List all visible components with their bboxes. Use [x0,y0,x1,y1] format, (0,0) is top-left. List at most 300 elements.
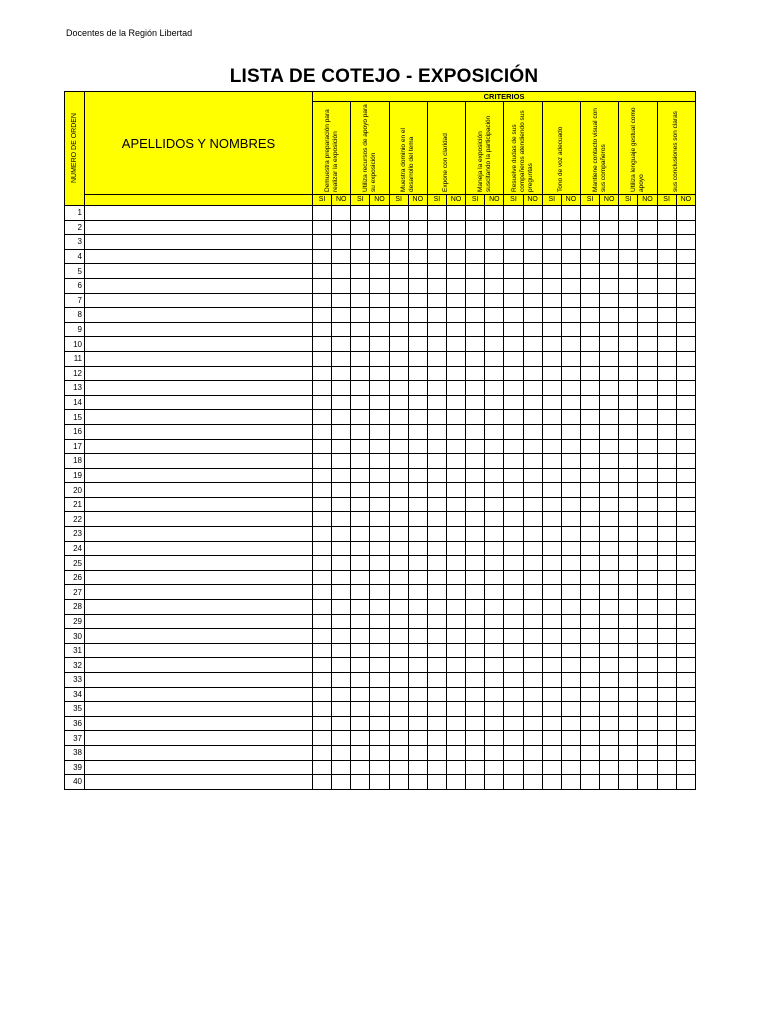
no-check-cell[interactable] [370,439,389,454]
no-check-cell[interactable] [446,293,465,308]
student-name-cell[interactable] [85,322,313,337]
no-check-cell[interactable] [638,643,657,658]
si-check-cell[interactable] [504,468,523,483]
si-check-cell[interactable] [580,629,599,644]
si-check-cell[interactable] [619,468,638,483]
no-check-cell[interactable] [332,468,351,483]
si-check-cell[interactable] [466,527,485,542]
no-check-cell[interactable] [561,570,580,585]
si-check-cell[interactable] [427,206,446,221]
si-check-cell[interactable] [580,760,599,775]
no-check-cell[interactable] [676,673,695,688]
si-check-cell[interactable] [466,351,485,366]
si-check-cell[interactable] [427,395,446,410]
no-check-cell[interactable] [523,673,542,688]
student-name-cell[interactable] [85,556,313,571]
si-check-cell[interactable] [313,600,332,615]
no-check-cell[interactable] [332,541,351,556]
student-name-cell[interactable] [85,351,313,366]
si-check-cell[interactable] [427,381,446,396]
no-check-cell[interactable] [408,424,427,439]
student-name-cell[interactable] [85,614,313,629]
no-check-cell[interactable] [676,337,695,352]
no-check-cell[interactable] [485,687,504,702]
no-check-cell[interactable] [485,366,504,381]
no-check-cell[interactable] [446,716,465,731]
no-check-cell[interactable] [485,702,504,717]
no-check-cell[interactable] [676,570,695,585]
si-check-cell[interactable] [657,395,676,410]
no-check-cell[interactable] [676,760,695,775]
no-check-cell[interactable] [561,454,580,469]
no-check-cell[interactable] [600,702,619,717]
student-name-cell[interactable] [85,716,313,731]
si-check-cell[interactable] [619,702,638,717]
si-check-cell[interactable] [351,220,370,235]
no-check-cell[interactable] [370,702,389,717]
si-check-cell[interactable] [580,381,599,396]
no-check-cell[interactable] [561,527,580,542]
si-check-cell[interactable] [657,454,676,469]
no-check-cell[interactable] [446,220,465,235]
no-check-cell[interactable] [485,745,504,760]
no-check-cell[interactable] [370,308,389,323]
no-check-cell[interactable] [676,585,695,600]
si-check-cell[interactable] [542,745,561,760]
si-check-cell[interactable] [542,220,561,235]
no-check-cell[interactable] [332,629,351,644]
no-check-cell[interactable] [446,745,465,760]
no-check-cell[interactable] [638,322,657,337]
si-check-cell[interactable] [580,468,599,483]
no-check-cell[interactable] [332,702,351,717]
student-name-cell[interactable] [85,439,313,454]
no-check-cell[interactable] [676,395,695,410]
student-name-cell[interactable] [85,702,313,717]
si-check-cell[interactable] [466,278,485,293]
si-check-cell[interactable] [580,687,599,702]
si-check-cell[interactable] [619,293,638,308]
si-check-cell[interactable] [619,541,638,556]
si-check-cell[interactable] [504,600,523,615]
no-check-cell[interactable] [600,570,619,585]
si-check-cell[interactable] [389,351,408,366]
no-check-cell[interactable] [676,424,695,439]
student-name-cell[interactable] [85,483,313,498]
si-check-cell[interactable] [351,366,370,381]
si-check-cell[interactable] [619,264,638,279]
no-check-cell[interactable] [408,585,427,600]
no-check-cell[interactable] [408,366,427,381]
no-check-cell[interactable] [370,643,389,658]
no-check-cell[interactable] [370,673,389,688]
no-check-cell[interactable] [485,395,504,410]
si-check-cell[interactable] [351,702,370,717]
no-check-cell[interactable] [523,731,542,746]
no-check-cell[interactable] [561,497,580,512]
no-check-cell[interactable] [600,366,619,381]
si-check-cell[interactable] [427,264,446,279]
si-check-cell[interactable] [351,570,370,585]
no-check-cell[interactable] [638,716,657,731]
no-check-cell[interactable] [600,483,619,498]
no-check-cell[interactable] [485,541,504,556]
no-check-cell[interactable] [561,337,580,352]
no-check-cell[interactable] [446,264,465,279]
no-check-cell[interactable] [676,629,695,644]
si-check-cell[interactable] [389,235,408,250]
no-check-cell[interactable] [446,483,465,498]
no-check-cell[interactable] [408,629,427,644]
si-check-cell[interactable] [389,658,408,673]
si-check-cell[interactable] [427,614,446,629]
no-check-cell[interactable] [561,614,580,629]
no-check-cell[interactable] [523,278,542,293]
si-check-cell[interactable] [504,775,523,790]
si-check-cell[interactable] [466,293,485,308]
si-check-cell[interactable] [427,366,446,381]
no-check-cell[interactable] [370,395,389,410]
si-check-cell[interactable] [504,366,523,381]
no-check-cell[interactable] [446,512,465,527]
si-check-cell[interactable] [466,337,485,352]
no-check-cell[interactable] [638,512,657,527]
no-check-cell[interactable] [485,235,504,250]
no-check-cell[interactable] [332,673,351,688]
si-check-cell[interactable] [351,629,370,644]
si-check-cell[interactable] [542,235,561,250]
no-check-cell[interactable] [523,629,542,644]
si-check-cell[interactable] [389,497,408,512]
no-check-cell[interactable] [561,687,580,702]
si-check-cell[interactable] [389,731,408,746]
student-name-cell[interactable] [85,220,313,235]
si-check-cell[interactable] [351,439,370,454]
no-check-cell[interactable] [600,658,619,673]
no-check-cell[interactable] [523,249,542,264]
si-check-cell[interactable] [542,410,561,425]
no-check-cell[interactable] [676,745,695,760]
no-check-cell[interactable] [523,206,542,221]
no-check-cell[interactable] [638,249,657,264]
no-check-cell[interactable] [370,249,389,264]
no-check-cell[interactable] [523,775,542,790]
no-check-cell[interactable] [561,395,580,410]
no-check-cell[interactable] [523,264,542,279]
no-check-cell[interactable] [600,527,619,542]
no-check-cell[interactable] [523,293,542,308]
si-check-cell[interactable] [313,264,332,279]
si-check-cell[interactable] [619,410,638,425]
no-check-cell[interactable] [370,278,389,293]
si-check-cell[interactable] [351,658,370,673]
no-check-cell[interactable] [446,235,465,250]
si-check-cell[interactable] [389,249,408,264]
no-check-cell[interactable] [446,731,465,746]
no-check-cell[interactable] [485,673,504,688]
si-check-cell[interactable] [466,220,485,235]
no-check-cell[interactable] [561,731,580,746]
si-check-cell[interactable] [619,673,638,688]
student-name-cell[interactable] [85,366,313,381]
si-check-cell[interactable] [657,410,676,425]
si-check-cell[interactable] [389,424,408,439]
no-check-cell[interactable] [638,556,657,571]
si-check-cell[interactable] [466,512,485,527]
no-check-cell[interactable] [676,381,695,396]
si-check-cell[interactable] [657,264,676,279]
no-check-cell[interactable] [638,206,657,221]
si-check-cell[interactable] [657,556,676,571]
si-check-cell[interactable] [580,541,599,556]
no-check-cell[interactable] [485,454,504,469]
si-check-cell[interactable] [542,673,561,688]
si-check-cell[interactable] [427,556,446,571]
no-check-cell[interactable] [485,264,504,279]
no-check-cell[interactable] [600,351,619,366]
no-check-cell[interactable] [332,249,351,264]
si-check-cell[interactable] [466,308,485,323]
si-check-cell[interactable] [389,570,408,585]
si-check-cell[interactable] [351,541,370,556]
si-check-cell[interactable] [389,439,408,454]
no-check-cell[interactable] [638,308,657,323]
no-check-cell[interactable] [408,468,427,483]
si-check-cell[interactable] [466,322,485,337]
no-check-cell[interactable] [408,775,427,790]
si-check-cell[interactable] [657,600,676,615]
no-check-cell[interactable] [638,454,657,469]
si-check-cell[interactable] [313,249,332,264]
no-check-cell[interactable] [638,468,657,483]
no-check-cell[interactable] [446,585,465,600]
no-check-cell[interactable] [600,424,619,439]
no-check-cell[interactable] [485,775,504,790]
no-check-cell[interactable] [485,308,504,323]
si-check-cell[interactable] [389,278,408,293]
si-check-cell[interactable] [657,424,676,439]
si-check-cell[interactable] [580,702,599,717]
si-check-cell[interactable] [619,527,638,542]
no-check-cell[interactable] [485,278,504,293]
si-check-cell[interactable] [542,541,561,556]
si-check-cell[interactable] [313,585,332,600]
si-check-cell[interactable] [351,308,370,323]
si-check-cell[interactable] [580,673,599,688]
si-check-cell[interactable] [619,629,638,644]
no-check-cell[interactable] [446,366,465,381]
si-check-cell[interactable] [389,337,408,352]
no-check-cell[interactable] [600,454,619,469]
si-check-cell[interactable] [580,483,599,498]
no-check-cell[interactable] [332,293,351,308]
no-check-cell[interactable] [523,468,542,483]
no-check-cell[interactable] [523,585,542,600]
no-check-cell[interactable] [676,410,695,425]
si-check-cell[interactable] [504,745,523,760]
si-check-cell[interactable] [657,658,676,673]
si-check-cell[interactable] [313,439,332,454]
si-check-cell[interactable] [619,731,638,746]
si-check-cell[interactable] [542,278,561,293]
si-check-cell[interactable] [542,716,561,731]
si-check-cell[interactable] [657,585,676,600]
no-check-cell[interactable] [370,716,389,731]
no-check-cell[interactable] [408,235,427,250]
si-check-cell[interactable] [427,716,446,731]
si-check-cell[interactable] [542,643,561,658]
si-check-cell[interactable] [351,643,370,658]
si-check-cell[interactable] [313,308,332,323]
si-check-cell[interactable] [504,585,523,600]
student-name-cell[interactable] [85,687,313,702]
si-check-cell[interactable] [427,468,446,483]
no-check-cell[interactable] [485,716,504,731]
si-check-cell[interactable] [466,600,485,615]
no-check-cell[interactable] [561,293,580,308]
student-name-cell[interactable] [85,249,313,264]
si-check-cell[interactable] [657,278,676,293]
no-check-cell[interactable] [638,614,657,629]
si-check-cell[interactable] [657,351,676,366]
no-check-cell[interactable] [332,278,351,293]
si-check-cell[interactable] [466,570,485,585]
si-check-cell[interactable] [580,308,599,323]
si-check-cell[interactable] [313,775,332,790]
no-check-cell[interactable] [676,308,695,323]
no-check-cell[interactable] [600,497,619,512]
no-check-cell[interactable] [600,600,619,615]
si-check-cell[interactable] [504,293,523,308]
si-check-cell[interactable] [351,264,370,279]
si-check-cell[interactable] [427,235,446,250]
si-check-cell[interactable] [542,483,561,498]
no-check-cell[interactable] [676,351,695,366]
si-check-cell[interactable] [466,658,485,673]
no-check-cell[interactable] [446,468,465,483]
si-check-cell[interactable] [542,556,561,571]
si-check-cell[interactable] [351,468,370,483]
no-check-cell[interactable] [638,278,657,293]
no-check-cell[interactable] [561,760,580,775]
no-check-cell[interactable] [370,629,389,644]
si-check-cell[interactable] [427,541,446,556]
no-check-cell[interactable] [600,249,619,264]
si-check-cell[interactable] [619,206,638,221]
si-check-cell[interactable] [466,235,485,250]
si-check-cell[interactable] [657,206,676,221]
no-check-cell[interactable] [676,731,695,746]
si-check-cell[interactable] [466,410,485,425]
si-check-cell[interactable] [542,570,561,585]
si-check-cell[interactable] [657,687,676,702]
si-check-cell[interactable] [504,410,523,425]
no-check-cell[interactable] [446,308,465,323]
si-check-cell[interactable] [351,497,370,512]
no-check-cell[interactable] [332,381,351,396]
si-check-cell[interactable] [619,308,638,323]
si-check-cell[interactable] [389,308,408,323]
no-check-cell[interactable] [408,658,427,673]
no-check-cell[interactable] [370,454,389,469]
student-name-cell[interactable] [85,643,313,658]
no-check-cell[interactable] [408,541,427,556]
no-check-cell[interactable] [370,687,389,702]
no-check-cell[interactable] [446,643,465,658]
si-check-cell[interactable] [619,585,638,600]
no-check-cell[interactable] [485,629,504,644]
no-check-cell[interactable] [638,439,657,454]
si-check-cell[interactable] [313,322,332,337]
no-check-cell[interactable] [561,249,580,264]
no-check-cell[interactable] [370,556,389,571]
si-check-cell[interactable] [619,716,638,731]
si-check-cell[interactable] [466,673,485,688]
si-check-cell[interactable] [504,687,523,702]
no-check-cell[interactable] [408,527,427,542]
si-check-cell[interactable] [351,716,370,731]
no-check-cell[interactable] [485,410,504,425]
si-check-cell[interactable] [542,687,561,702]
no-check-cell[interactable] [561,585,580,600]
si-check-cell[interactable] [427,527,446,542]
si-check-cell[interactable] [351,337,370,352]
no-check-cell[interactable] [408,293,427,308]
no-check-cell[interactable] [332,483,351,498]
no-check-cell[interactable] [485,570,504,585]
si-check-cell[interactable] [313,454,332,469]
no-check-cell[interactable] [370,731,389,746]
no-check-cell[interactable] [561,220,580,235]
no-check-cell[interactable] [523,658,542,673]
no-check-cell[interactable] [638,760,657,775]
no-check-cell[interactable] [370,600,389,615]
no-check-cell[interactable] [408,556,427,571]
si-check-cell[interactable] [504,673,523,688]
si-check-cell[interactable] [351,293,370,308]
no-check-cell[interactable] [408,512,427,527]
si-check-cell[interactable] [351,600,370,615]
si-check-cell[interactable] [619,760,638,775]
si-check-cell[interactable] [580,614,599,629]
si-check-cell[interactable] [580,716,599,731]
si-check-cell[interactable] [351,410,370,425]
si-check-cell[interactable] [351,483,370,498]
si-check-cell[interactable] [657,541,676,556]
no-check-cell[interactable] [676,541,695,556]
si-check-cell[interactable] [427,454,446,469]
si-check-cell[interactable] [313,643,332,658]
student-name-cell[interactable] [85,206,313,221]
no-check-cell[interactable] [370,337,389,352]
no-check-cell[interactable] [370,322,389,337]
no-check-cell[interactable] [600,278,619,293]
si-check-cell[interactable] [657,483,676,498]
no-check-cell[interactable] [600,687,619,702]
no-check-cell[interactable] [561,673,580,688]
no-check-cell[interactable] [446,351,465,366]
si-check-cell[interactable] [504,541,523,556]
si-check-cell[interactable] [542,527,561,542]
si-check-cell[interactable] [427,745,446,760]
si-check-cell[interactable] [466,366,485,381]
si-check-cell[interactable] [619,351,638,366]
no-check-cell[interactable] [408,410,427,425]
si-check-cell[interactable] [427,658,446,673]
si-check-cell[interactable] [389,468,408,483]
no-check-cell[interactable] [332,235,351,250]
si-check-cell[interactable] [313,366,332,381]
